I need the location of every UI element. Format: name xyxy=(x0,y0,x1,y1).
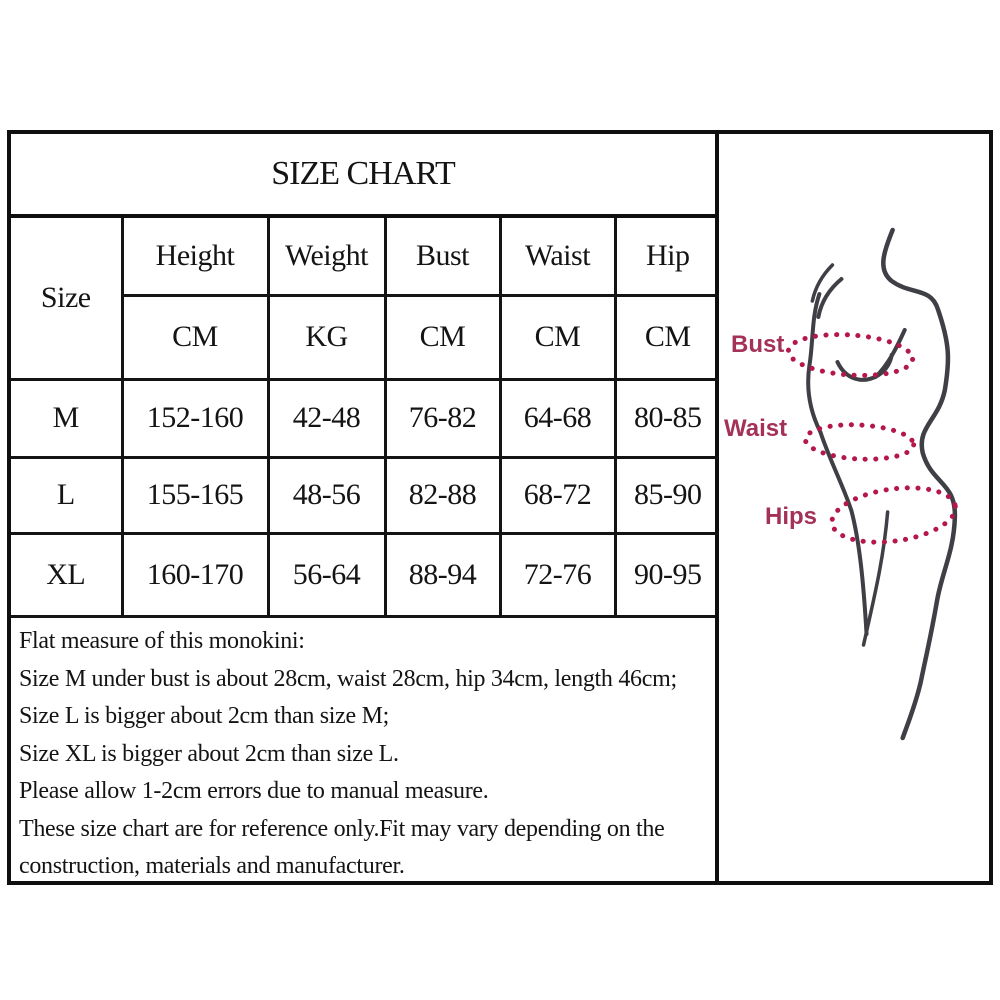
cell-xl-waist: 72-76 xyxy=(500,533,615,615)
cell-m-weight: 42-48 xyxy=(268,379,385,457)
cell-m-bust: 76-82 xyxy=(385,379,500,457)
chart-title: SIZE CHART xyxy=(11,134,715,218)
table-row-size-xl xyxy=(11,533,719,615)
unit-header-weight: KG xyxy=(268,295,385,379)
row-label-m: M xyxy=(11,379,122,457)
notes-panel xyxy=(11,615,715,881)
cell-m-waist: 64-68 xyxy=(500,379,615,457)
table-row-measure-headers xyxy=(11,218,719,295)
col-header-weight: Weight xyxy=(268,218,385,295)
col-header-waist: Waist xyxy=(500,218,615,295)
arm-line-inner xyxy=(812,265,832,301)
note-line-5: Please allow 1-2cm errors due to manual measure. xyxy=(19,778,489,804)
size-chart-sheet xyxy=(7,130,993,885)
measurement-figure-panel xyxy=(719,134,989,881)
row-label-l: L xyxy=(11,457,122,533)
cell-xl-weight: 56-64 xyxy=(268,533,385,615)
row-label-xl: XL xyxy=(11,533,122,615)
unit-header-waist: CM xyxy=(500,295,615,379)
cell-l-height: 155-165 xyxy=(122,457,268,533)
arm-line-outer xyxy=(818,279,841,317)
bust-measure-dots xyxy=(787,331,914,380)
cell-l-waist: 68-72 xyxy=(500,457,615,533)
note-line-6: These size chart are for reference only.Fit may vary depending on the xyxy=(19,815,665,842)
cell-l-weight: 48-56 xyxy=(268,457,385,533)
body-outline-left xyxy=(808,294,866,634)
col-header-bust: Bust xyxy=(385,218,500,295)
note-line-4: Size XL is bigger about 2cm than size L. xyxy=(19,740,399,767)
size-table xyxy=(11,218,719,615)
note-line-2: Size M under bust is about 28cm, waist 28cm, hip 34cm, length 46cm; xyxy=(19,665,677,692)
col-header-hip: Hip xyxy=(615,218,719,295)
cell-xl-hip: 90-95 xyxy=(615,533,719,615)
unit-header-bust: CM xyxy=(385,295,500,379)
col-header-height: Height xyxy=(122,218,268,295)
note-line-7: construction, materials and manufacturer. xyxy=(19,853,405,879)
cell-xl-bust: 88-94 xyxy=(385,533,500,615)
table-section xyxy=(11,134,719,881)
cell-m-height: 152-160 xyxy=(122,379,268,457)
cell-l-bust: 82-88 xyxy=(385,457,500,533)
cell-m-hip: 80-85 xyxy=(615,379,719,457)
cell-xl-height: 160-170 xyxy=(122,533,268,615)
corner-header-size: Size xyxy=(11,218,122,379)
note-line-1: Flat measure of this monokini: xyxy=(19,628,305,654)
body-outline-right xyxy=(883,230,955,738)
waist-measure-dots xyxy=(805,422,915,462)
unit-header-height: CM xyxy=(122,295,268,379)
bust-label: Bust xyxy=(731,331,785,358)
body-figure-illustration xyxy=(719,134,989,881)
note-line-3: Size L is bigger about 2cm than size M; xyxy=(19,703,389,729)
cell-l-hip: 85-90 xyxy=(615,457,719,533)
table-row-size-m xyxy=(11,379,719,457)
waist-label: Waist xyxy=(724,415,788,442)
inner-thigh-line xyxy=(864,512,888,645)
hips-label: Hips xyxy=(765,503,818,530)
table-row-size-l xyxy=(11,457,719,533)
unit-header-hip: CM xyxy=(615,295,719,379)
hips-measure-dots xyxy=(828,481,959,550)
